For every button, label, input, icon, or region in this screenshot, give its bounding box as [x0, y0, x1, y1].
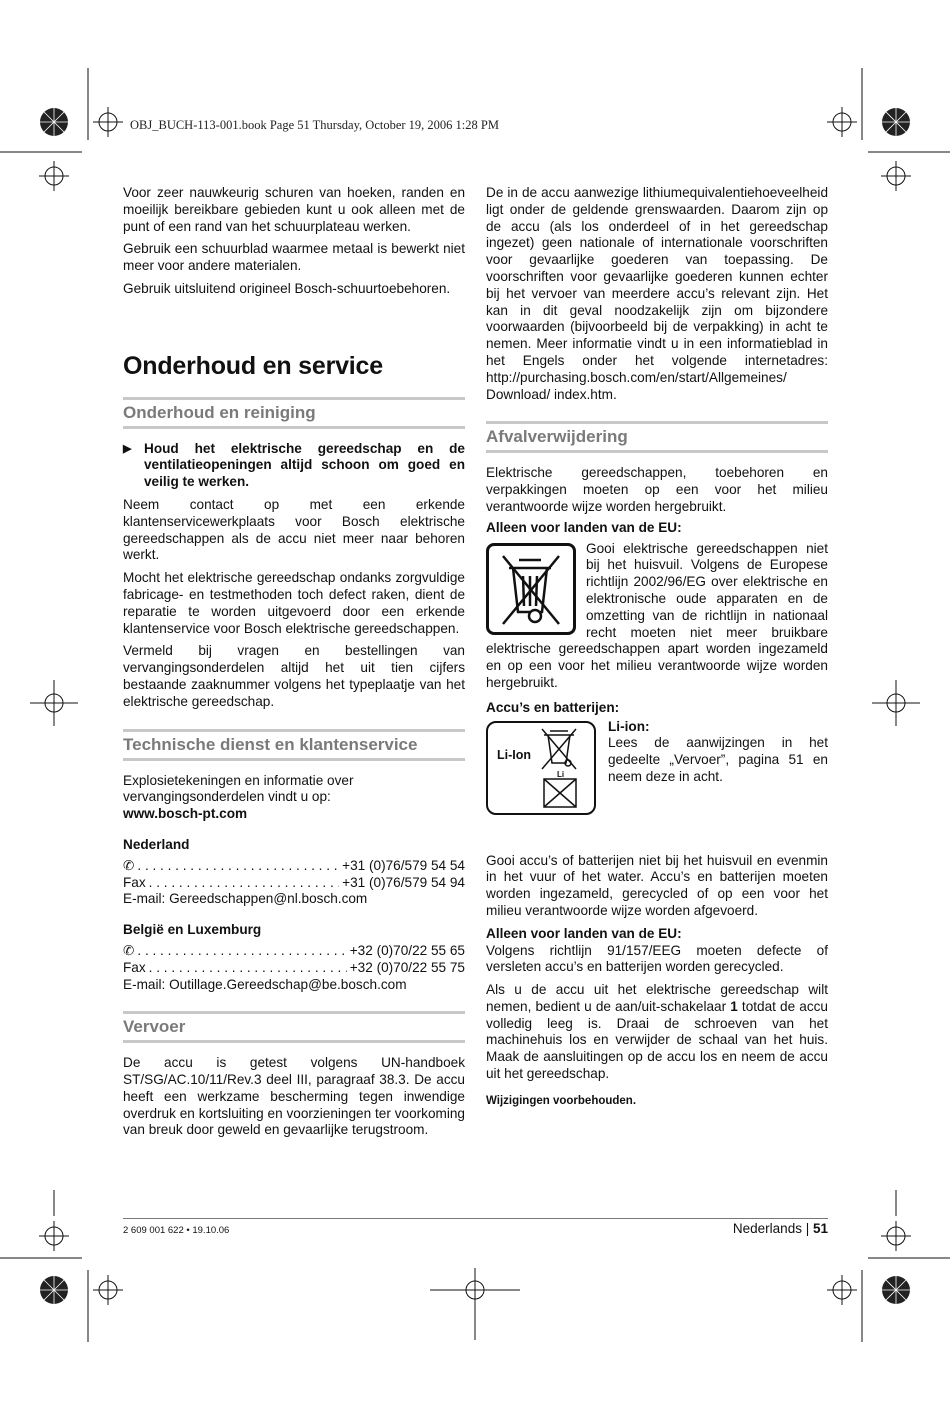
- crossed-bin-icon: [486, 543, 576, 635]
- disposal-para: Elektrische gereedschappen, toebehoren en verpakkingen moeten op een voor het milieu verantwoorde wijze worden hergebruikt.: [486, 465, 828, 514]
- maintenance-para-1: Neem contact op met een erkende klantenservicewerkplaats voor Bosch elektrische gereedschappen als de accu niet meer naar behoren werkt.: [123, 496, 465, 563]
- section-heading-disposal: Afvalverwijdering: [486, 421, 828, 453]
- batteries-para: Gooi accu’s of batterijen niet bij het huisvuil en evenmin in het vuur of het water. Accu’s en batterijen moeten worden ingezameld, gerecycled of op een voor het milieu verantwoorde wijze worden afgevoerd.: [486, 852, 828, 918]
- contact-be-phone-number: +32 (0)70/22 55 65: [349, 942, 465, 958]
- contact-be-email[interactable]: E-mail: Outillage.Gereedschap@be.bosch.com: [123, 976, 407, 992]
- li-sublabel: Li: [557, 769, 565, 779]
- contact-be-fax: Fax . . . +32 (0)70/22 55 75: [123, 960, 465, 977]
- right-column: [486, 185, 828, 1110]
- phone-icon: ✆: [123, 942, 135, 958]
- remove-battery-para: Als u de accu uit het elektrische gereedschap wilt nemen, bedient u de aan/uit-schakelaar 1 totdat de accu volledig leeg is. Draai de schroeven van het machinehuis los en verwijder de schaal van het huis. Maak de aansluitingen op de accu los en neem de accu uit het gereedschap.: [486, 982, 828, 1082]
- contact-nl-phone-number: +31 (0)76/579 54 54: [342, 857, 465, 873]
- phone-icon: ✆: [123, 857, 135, 873]
- doc-number: 2 609 001 622 • 19.10.06: [123, 1225, 230, 1236]
- transport-continued: De in de accu aanwezige lithiumequivalentiehoeveelheid ligt onder de geldende grenswaarden. Daarom zijn op de accu (als los onderdeel of in het gereedschap ingezet) geen nationale of internationale voorschriften voor gevaarlijke goederen van toepassing. De voorschriften voor gevaarlijke goederen kunnen echter bij het vervoer van meerdere accu’s relevant zijn. Het kan in dit geval noodzakelijk zijn om bijzondere voorwaarden (bijvoorbeeld bij de verpakking) in acht te nemen. Meer informatie vindt u in een informatieblad in het Engels onder het volgende internetadres: http://purchasing.bosch.com/en/start/Allgemeines/ Download/ index.htm.: [486, 185, 828, 402]
- contact-nl-phone: [123, 858, 465, 875]
- contact-be-title: België en Luxemburg: [123, 922, 262, 938]
- section-heading-maintenance: Onderhoud en reiniging: [123, 397, 465, 429]
- section-heading-service: Technische dienst en klantenservice: [123, 729, 465, 761]
- battery-recycling-icon: [486, 721, 596, 815]
- liion-para: Lees de aanwijzingen in het gedeelte „Vervoer”, pagina 51 en neem deze in acht.: [608, 735, 828, 784]
- eu-only-label-2: Alleen voor landen van de EU:: [486, 925, 682, 941]
- intro-para-1: Voor zeer nauwkeurig schuren van hoeken, randen en moeilijk bereikbare gebieden kunt u ook alleen met de punt of een rand van het schuurplateau werken.: [123, 185, 465, 234]
- contact-nl-fax: Fax . . . +31 (0)76/579 54 94: [123, 875, 465, 892]
- left-column: [123, 185, 465, 1145]
- weee-para: Gooi elektrische gereedschappen niet bij het huisvuil. Volgens de Europese richtlijn 2002/96/EG over elektrische en elektronische oude apparaten en de omzetting van de richtlijn in nationaal recht moeten niet meer bruikbare elektrische gereedschappen apart worden ingezameld en op een voor het milieu verantwoorde wijze worden hergebruikt.: [486, 540, 828, 690]
- liion-label: Li-Ion: [497, 747, 532, 762]
- eu-directive-para: Volgens richtlijn 91/157/EEG moeten defecte of versleten accu’s en batterijen worden gerecycled.: [486, 942, 828, 975]
- page-number: 51: [812, 1221, 828, 1236]
- contact-be-fax-number: +32 (0)70/22 55 75: [349, 959, 465, 975]
- maintenance-bullet: ▶ Houd het elektrische gereedschap en de ventilatieopeningen altijd schoon om goed en veilig te werken.: [123, 441, 465, 491]
- eu-only-label: Alleen voor landen van de EU:: [486, 519, 682, 535]
- changes-reserved: Wijzigingen voorbehouden.: [486, 1094, 637, 1107]
- maintenance-para-3: Vermeld bij vragen en bestellingen van vervangingsonderdelen altijd het uit tien cijfers bestaande zaaknummer volgens het typeplaatje van het elektrische gereedschap.: [123, 643, 465, 709]
- transport-para: De accu is getest volgens UN-handboek ST/SG/AC.10/11/Rev.3 deel III, paragraaf 38.3. De accu heeft een werkzame bescherming tegen inwendige overdruk en kortsluiting en voorzieningen ter voorkoming van breuk door geweld en gevaarlijke terugstroom.: [123, 1055, 465, 1138]
- section-heading-transport: Vervoer: [123, 1011, 465, 1043]
- contact-nl-fax-number: +31 (0)76/579 54 94: [342, 874, 465, 890]
- service-intro: Explosietekeningen en informatie over vervangingsonderdelen vindt u op:: [123, 772, 354, 805]
- batteries-heading: Accu’s en batterijen:: [486, 699, 620, 715]
- print-header: OBJ_BUCH-113-001.book Page 51 Thursday, October 19, 2006 1:28 PM: [130, 118, 499, 132]
- liion-heading: Li-ion:: [608, 718, 650, 734]
- contact-be-phone: [123, 943, 465, 960]
- contact-nl-title: Nederland: [123, 836, 190, 852]
- page-label: Nederlands | 51: [732, 1221, 828, 1236]
- contact-nl-email[interactable]: E-mail: Gereedschappen@nl.bosch.com: [123, 891, 368, 907]
- footer-rule: [123, 1218, 828, 1219]
- intro-para-3: Gebruik uitsluitend origineel Bosch-schuurtoebehoren.: [123, 280, 451, 296]
- intro-para-2: Gebruik een schuurblad waarmee metaal is bewerkt niet meer voor andere materialen.: [123, 241, 465, 274]
- chapter-title: Onderhoud en service: [123, 351, 383, 380]
- service-url[interactable]: www.bosch-pt.com: [123, 806, 248, 822]
- maintenance-para-2: Mocht het elektrische gereedschap ondanks zorgvuldige fabricage- en testmethoden toch defect raken, dient de reparatie te worden uitgevoerd door een erkende klantenservice voor Bosch elektrische gereedschappen.: [123, 570, 465, 636]
